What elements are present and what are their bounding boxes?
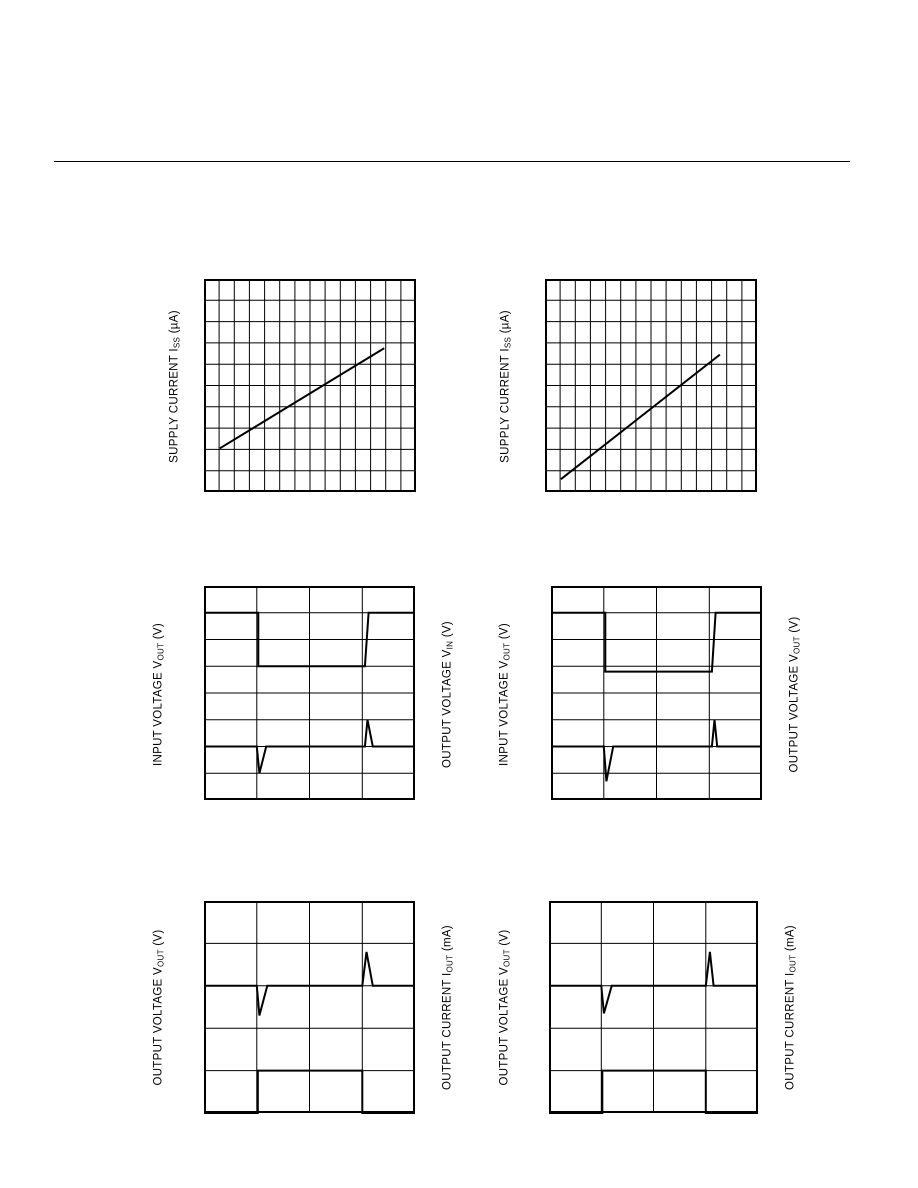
y2-axis-label-c6: OUTPUT CURRENT $I_{OUT}$ (mA) (784, 925, 798, 1090)
output-voltage-current-chart-1 (204, 901, 415, 1113)
y2-axis-label-c3: OUTPUT VOLTAGE $V_{IN}$ (V) (441, 621, 455, 768)
supply-current-chart-2 (545, 279, 757, 492)
y2-axis-label-c5: OUTPUT CURRENT $I_{OUT}$ (mA) (441, 925, 455, 1090)
header-rule (54, 161, 850, 162)
y-axis-label-c6: OUTPUT VOLTAGE $V_{OUT}$ (V) (498, 929, 512, 1086)
y-axis-label-c1: SUPPLY CURRENT $I_{SS}$ (µA) (168, 310, 182, 463)
input-output-voltage-chart-2 (551, 586, 762, 800)
y-axis-label-c4: INPUT VOLTAGE $V_{OUT}$ (V) (498, 623, 512, 766)
output-voltage-current-chart-2 (549, 901, 758, 1113)
y-axis-label-c5: OUTPUT VOLTAGE $V_{OUT}$ (V) (152, 929, 166, 1086)
input-output-voltage-chart-1 (204, 586, 415, 800)
y2-axis-label-c4: OUTPUT VOLTAGE $V_{OUT}$ (V) (788, 616, 802, 773)
y-axis-label-c2: SUPPLY CURRENT $I_{SS}$ (µA) (499, 310, 513, 463)
series-line-1 (220, 348, 384, 448)
supply-current-chart-1 (204, 279, 416, 492)
y-axis-label-c3: INPUT VOLTAGE $V_{OUT}$ (V) (152, 623, 166, 766)
